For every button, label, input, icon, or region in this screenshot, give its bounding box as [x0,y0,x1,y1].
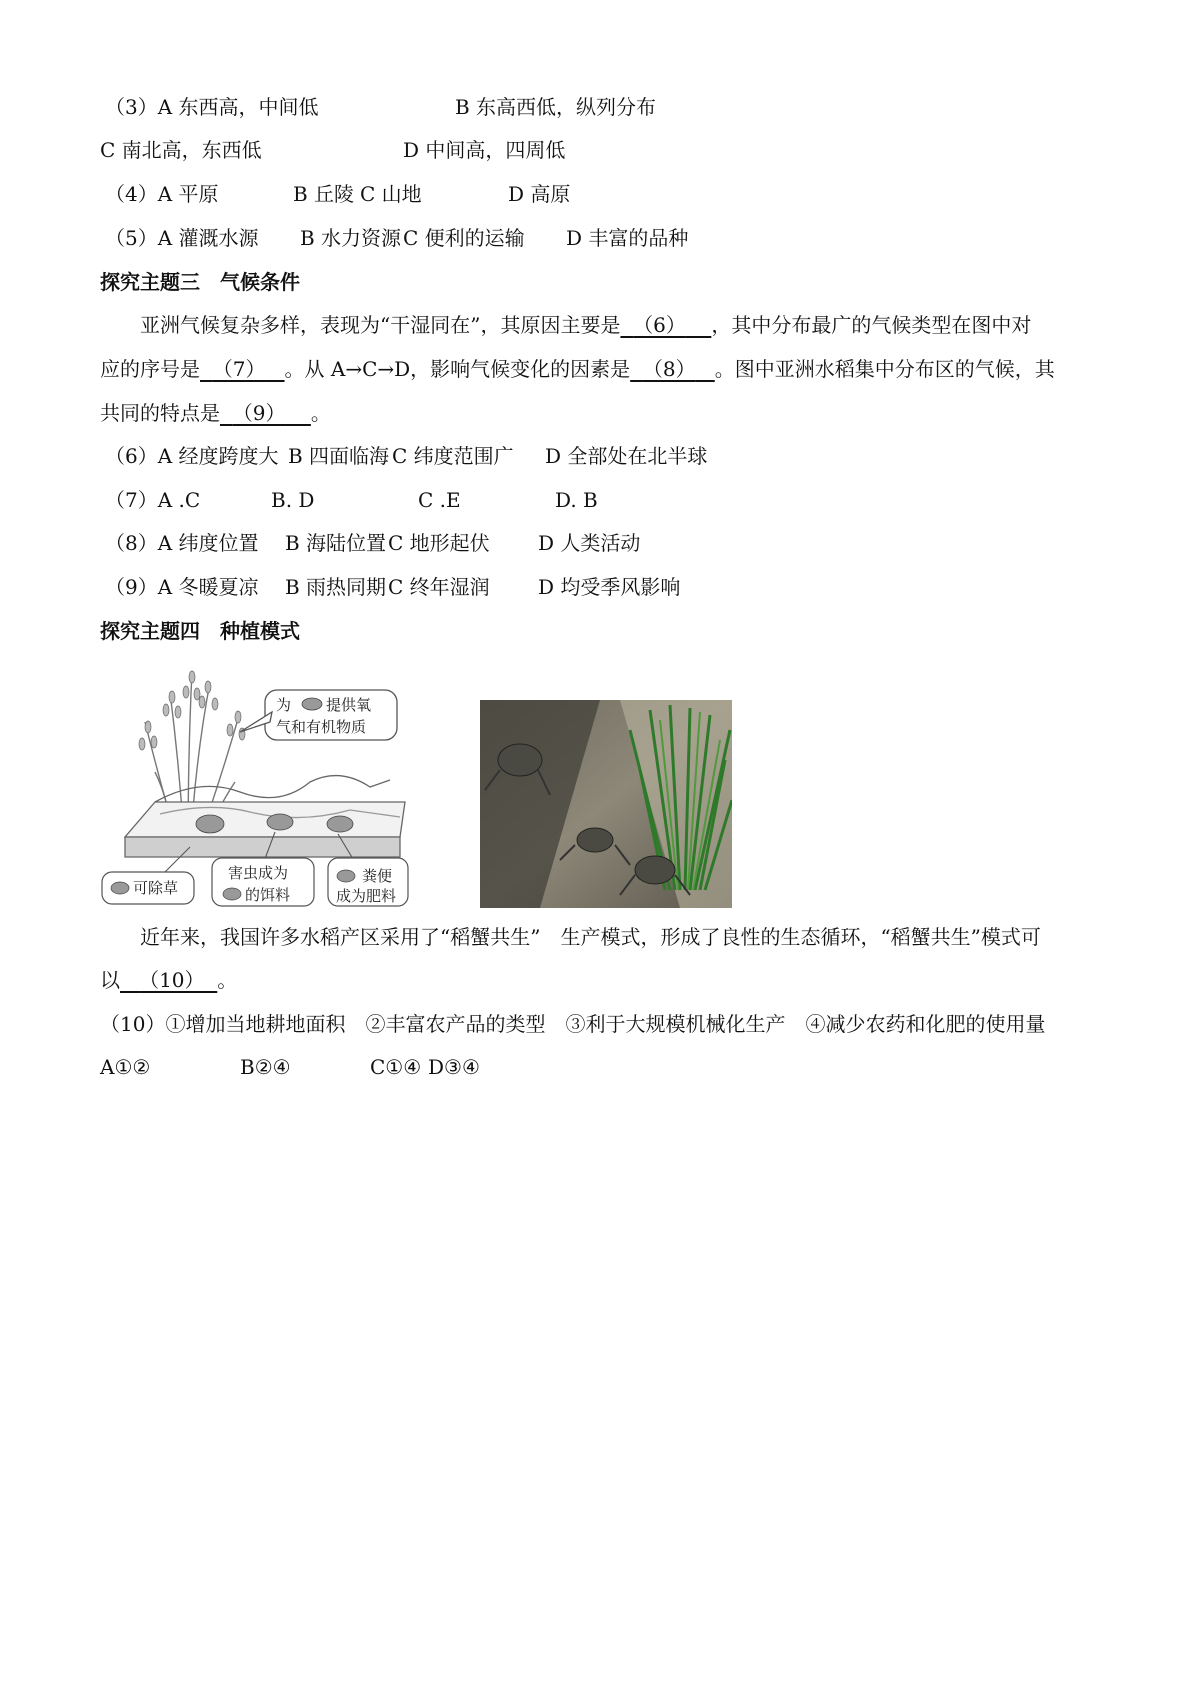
q7-option-b: B. D [271,488,315,512]
para4-text: 以 [100,968,120,992]
q10-option-b: B②④ [240,1055,291,1079]
q6-option-a: （6）A 经度跨度大 [105,444,279,468]
q7-option-c: C .E [418,488,461,512]
q10-option-d: D③④ [428,1055,480,1079]
q9-option-a: （9）A 冬暖夏凉 [105,575,259,599]
q5-option-d: D 丰富的品种 [566,226,689,250]
para3-text: 应的序号是 [100,357,200,381]
q8-option-a: （8）A 纬度位置 [105,531,259,555]
para4-line1: 近年来，我国许多水稻产区采用了“稻蟹共生” 生产模式，形成了良性的生态循环，“稻蟹共生”模式可 [140,925,1041,949]
q5-option-c: C 便利的运输 [403,226,525,250]
topic3-heading: 探究主题三 气候条件 [100,270,300,294]
box-manure-text-2: 成为肥料 [336,887,397,905]
crab-icon [111,882,129,894]
box-pest-text-1: 害虫成为 [228,864,289,882]
para3-line1 [140,312,1031,338]
q5-option-a: （5）A 灌溉水源 [105,226,259,250]
q4-option-b: B 丘陵 [293,182,355,206]
q5-option-b: B 水力资源 [300,226,402,250]
para4-text: 。 [217,968,238,992]
bubble-text-3: 气和有机物质 [276,718,367,736]
blank-6: （6） [633,313,686,337]
q8-option-d: D 人类活动 [538,531,641,555]
blank-8: （8） [642,357,696,381]
q10-stem: （10）①增加当地耕地面积 ②丰富农产品的类型 ③利于大规模机械化生产 ④减少农药和化肥的使用量 [100,1012,1046,1036]
topic4-heading: 探究主题四 种植模式 [100,619,300,643]
para3-text: 。图中亚洲水稻集中分布区的气候，其 [714,357,1055,381]
q4-option-c: C 山地 [360,182,422,206]
q3-option-a: （3）A 东西高，中间低 [105,95,319,119]
q9-option-b: B 雨热同期 [285,575,387,599]
para3-text: 亚洲气候复杂多样，表现为“干湿同在”，其原因主要是 [140,313,621,337]
crab-icon [337,870,355,882]
crab-icon [223,888,241,900]
box-manure-text-1: 粪便 [362,867,393,885]
q6-option-b: B 四面临海 [288,444,390,468]
q6-option-c: C 纬度范围广 [392,444,514,468]
para3-text: 。从 A→C→D，影响气候变化的因素是 [284,357,631,381]
q9-option-d: D 均受季风影响 [538,575,681,599]
q6-option-d: D 全部处在北半球 [545,444,708,468]
para3-line2 [100,356,1055,382]
q10-option-a: A①② [100,1055,151,1079]
blank-9: （9） [232,401,286,425]
para4-line2 [100,967,237,993]
bubble-text-1: 为 [276,696,292,714]
bubble-text-2: 提供氧 [326,696,372,714]
para3-line3 [100,400,331,426]
blank-10: （10） [139,968,205,992]
q3-option-c: C 南北高，东西低 [100,138,262,162]
box-pest-text-2: 的饵料 [245,886,291,904]
rice-crab-photo [480,700,732,908]
para3-text: ，其中分布最广的气候类型在图中对 [711,313,1032,337]
q8-option-b: B 海陆位置 [285,531,387,555]
q10-option-c: C①④ [370,1055,422,1079]
q4-option-a: （4）A 平原 [105,182,219,206]
para3-text: 共同的特点是 [100,401,220,425]
q4-option-d: D 高原 [508,182,571,206]
q8-option-c: C 地形起伏 [388,531,490,555]
blank-7: （7） [212,357,266,381]
q3-option-b: B 东高西低，纵列分布 [455,95,657,119]
q7-option-a: （7）A .C [105,488,201,512]
box-weed-text: 可除草 [133,879,179,897]
rice-crab-diagram [100,652,410,910]
q9-option-c: C 终年湿润 [388,575,490,599]
q3-option-d: D 中间高，四周低 [403,138,566,162]
q7-option-d: D. B [555,488,598,512]
para3-text: 。 [310,401,331,425]
crab-icon [302,698,322,710]
